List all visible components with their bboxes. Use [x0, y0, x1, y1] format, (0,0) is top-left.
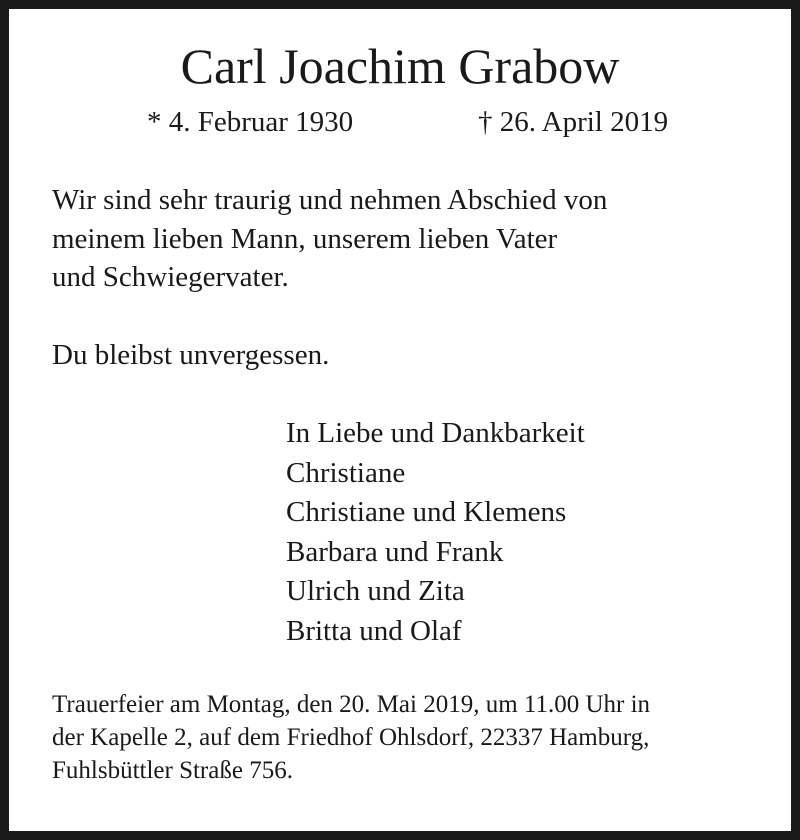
deceased-name: Carl Joachim Grabow [180, 38, 620, 94]
service-detail-line: der Kapelle 2, auf dem Friedhof Ohlsdorf, 22337 Hamburg, [52, 724, 650, 751]
service-detail-line: Trauerfeier am Montag, den 20. Mai 2019, um 11.00 Uhr in [52, 691, 651, 718]
mourners-signature-block [286, 414, 585, 651]
farewell-message-line: Wir sind sehr traurig und nehmen Abschied von [52, 184, 608, 216]
mourner-name: Ulrich und Zita [286, 575, 465, 607]
mourner-name: Britta und Olaf [286, 614, 462, 647]
mourner-name: Christiane [286, 456, 406, 489]
birth-date: * 4. Februar 1930 [147, 106, 354, 138]
service-detail-line: Fuhlsbüttler Straße 756. [52, 757, 293, 784]
mourner-name: Christiane und Klemens [286, 496, 567, 528]
farewell-message-line: meinem lieben Mann, unserem lieben Vater [52, 222, 558, 255]
death-date: † 26. April 2019 [478, 106, 669, 138]
mourner-name: Barbara und Frank [286, 535, 504, 568]
farewell-message-line: und Schwiegervater. [52, 261, 289, 293]
funeral-service-details [52, 688, 650, 787]
closing-phrase: In Liebe und Dankbarkeit [286, 417, 585, 449]
farewell-message [52, 181, 607, 297]
remembrance-line: Du bleibst unvergessen. [52, 339, 330, 371]
